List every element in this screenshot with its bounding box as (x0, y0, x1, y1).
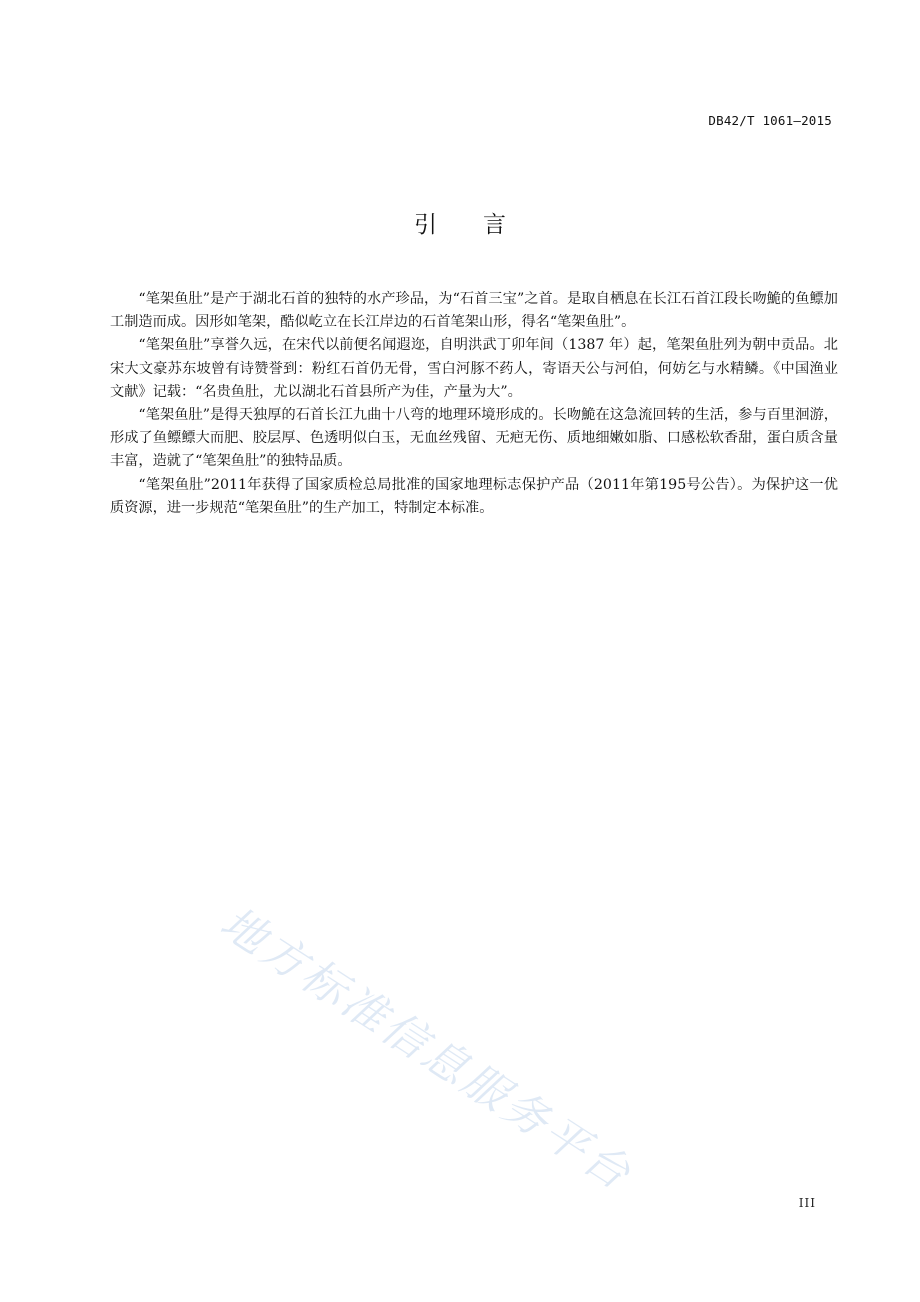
introduction-body (110, 288, 838, 520)
paragraph-3: “笔架鱼肚”是得天独厚的石首长江九曲十八弯的地理环境形成的。长吻鮠在这急流回转的生活，参与百里洄游，形成了鱼鳔鳔大而肥、胶层厚、色透明似白玉，无血丝残留、无疤无伤、质地细嫩如脂、口感松软香甜，蛋白质含量丰富，造就了“笔架鱼肚”的独特品质。 (110, 407, 838, 470)
standard-code: DB42/T 1061—2015 (708, 113, 832, 128)
page-title: 引言 (414, 212, 552, 238)
watermark: 地方标准信息服务平台 (211, 897, 642, 1202)
paragraph-4: “笔架鱼肚”2011年获得了国家质检总局批准的国家地理标志保护产品（2011年第195号公告）。为保护这一优质资源，进一步规范“笔架鱼肚”的生产加工，特制定本标准。 (110, 476, 838, 516)
page-number: III (798, 1196, 816, 1210)
paragraph-2: “笔架鱼肚”享誉久远，在宋代以前便名闻遐迩，自明洪武丁卯年间（1387 年）起，笔架鱼肚列为朝中贡品。北宋大文豪苏东坡曾有诗赞誉到：粉红石首仍无骨，雪白河豚不药人，寄语天公与河伯，何妨乞与水精鳞。《中国渔业文献》记载：“名贵鱼肚，尤以湖北石首县所产为佳，产量为大”。 (110, 337, 838, 400)
paragraph-1: “笔架鱼肚”是产于湖北石首的独特的水产珍品，为“石首三宝”之首。是取自栖息在长江石首江段长吻鮠的鱼鳔加工制造而成。因形如笔架，酷似屹立在长江岸边的石首笔架山形，得名“笔架鱼肚”。 (110, 291, 838, 331)
